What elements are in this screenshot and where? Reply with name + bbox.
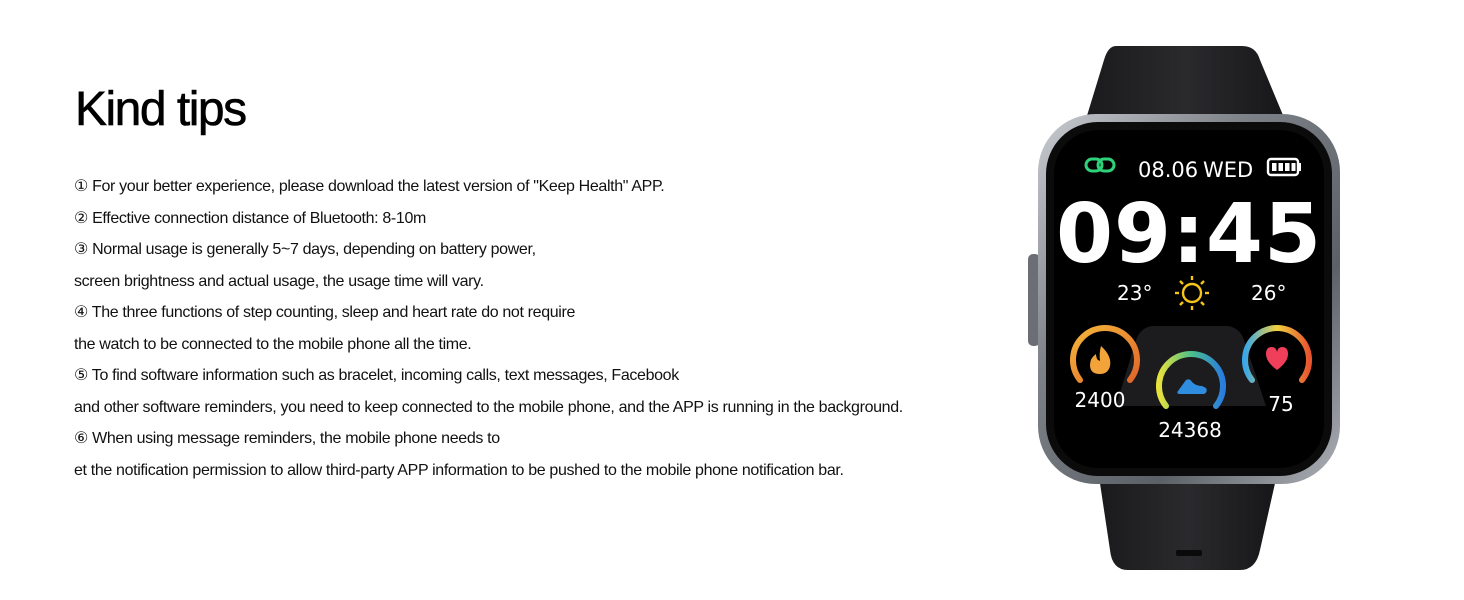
tip-1: ① For your better experience, please download the latest version of "Keep Health" APP. bbox=[74, 178, 665, 195]
watch-weekday: WED bbox=[1203, 158, 1254, 182]
steps-value: 24368 bbox=[1158, 418, 1222, 442]
tip-5: ⑤ To find software information such as bracelet, incoming calls, text messages, Facebook bbox=[74, 367, 679, 384]
tip-5-continued: and other software reminders, you need to keep connected to the mobile phone, and the APP is running in the background. bbox=[74, 398, 903, 416]
watch-date: 08.06 bbox=[1138, 158, 1199, 182]
tip-6-continued: et the notification permission to allow third-party APP information to be pushed to the mobile phone notification bar. bbox=[74, 461, 844, 479]
tip-4-continued: the watch to be connected to the mobile phone all the time. bbox=[74, 335, 472, 353]
temp-low: 23° bbox=[1117, 281, 1153, 305]
tip-3: ③ Normal usage is generally 5~7 days, depending on battery power, bbox=[74, 241, 536, 258]
tip-6: ⑥ When using message reminders, the mobile phone needs to bbox=[74, 430, 500, 447]
smartwatch-image bbox=[1020, 40, 1350, 580]
tips-list bbox=[74, 171, 903, 486]
heart-rate-value: 75 bbox=[1268, 392, 1294, 416]
tip-2: ② Effective connection distance of Bluetooth: 8-10m bbox=[74, 209, 426, 227]
strap-buckle-slot bbox=[1176, 550, 1202, 556]
watch-time: 09:45 bbox=[1055, 187, 1323, 282]
page-title: Kind tips bbox=[75, 83, 246, 136]
tip-4: ④ The three functions of step counting, sleep and heart rate do not require bbox=[74, 304, 576, 321]
temp-high: 26° bbox=[1251, 281, 1287, 305]
calories-value: 2400 bbox=[1074, 388, 1126, 412]
tip-3-continued: screen brightness and actual usage, the usage time will vary. bbox=[74, 272, 484, 290]
